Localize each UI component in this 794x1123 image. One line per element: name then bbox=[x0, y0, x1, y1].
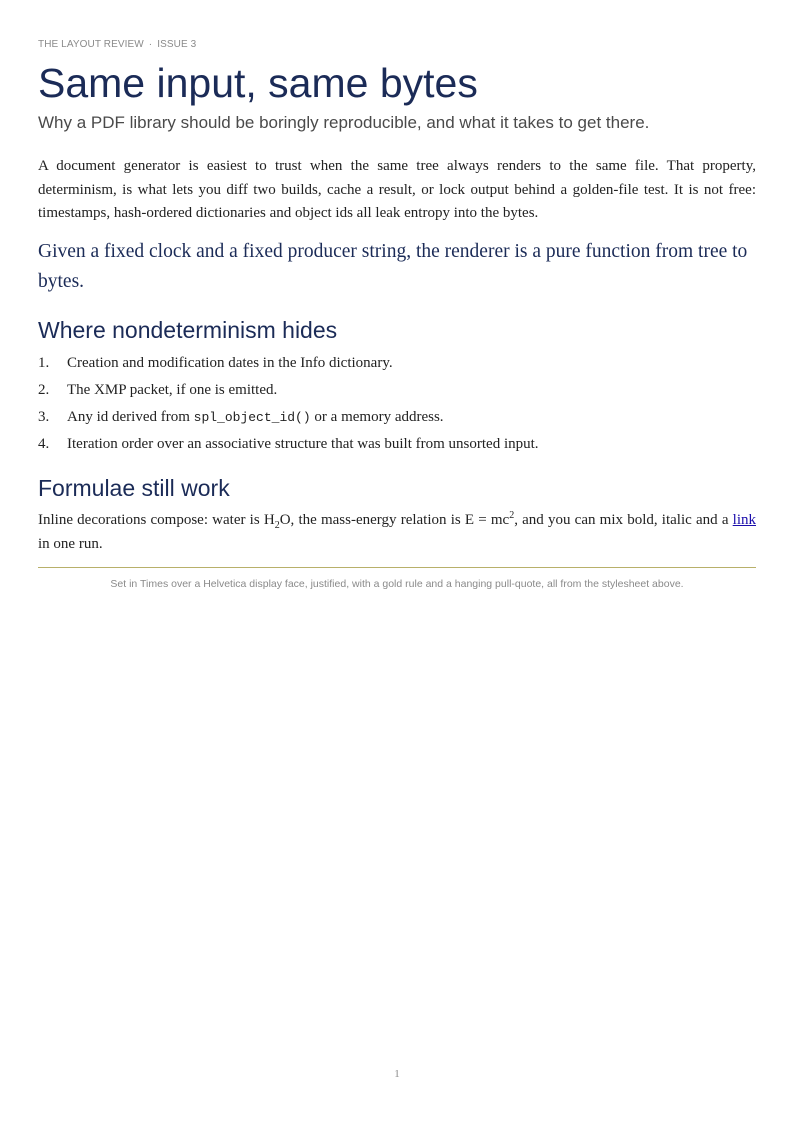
formula-text-4: in one run. bbox=[38, 535, 103, 552]
superscript-two: 2 bbox=[509, 510, 515, 521]
formula-text-2: O, the mass-energy relation is E = mc bbox=[279, 512, 510, 528]
section-heading-formulae: Formulae still work bbox=[38, 475, 230, 501]
list-item-number: 2. bbox=[38, 382, 50, 398]
list-item-number: 3. bbox=[38, 409, 50, 425]
formula-text-3: , and you can mix bold, italic and a bbox=[514, 512, 733, 528]
kicker-separator: · bbox=[148, 39, 153, 50]
list-item-text: The XMP packet, if one is emitted. bbox=[67, 382, 278, 398]
page-number: 1 bbox=[394, 1068, 400, 1080]
list-item-number: 1. bbox=[38, 355, 50, 371]
formula-text-1: Inline decorations compose: water is H bbox=[38, 512, 275, 528]
article-title: Same input, same bytes bbox=[38, 60, 478, 106]
list-item-text-after: or a memory address. bbox=[310, 409, 444, 425]
list-item-number: 4. bbox=[38, 436, 50, 452]
formula-paragraph bbox=[38, 509, 756, 556]
masthead-kicker bbox=[38, 39, 196, 50]
article-subtitle: Why a PDF library should be boringly reproducible, and what it takes to get there. bbox=[38, 113, 650, 132]
colophon-caption: Set in Times over a Helvetica display face, justified, with a gold rule and a hanging pull-quote, all from the stylesheet above. bbox=[110, 578, 684, 590]
pull-quote: Given a fixed clock and a fixed producer string, the renderer is a pure function from tree to bytes. bbox=[38, 241, 748, 292]
list-item-text: Creation and modification dates in the Info dictionary. bbox=[67, 355, 393, 371]
publication-name: THE LAYOUT REVIEW bbox=[38, 39, 144, 50]
section-heading-nondeterminism: Where nondeterminism hides bbox=[38, 317, 338, 343]
intro-paragraph: A document generator is easiest to trust when the same tree always renders to the same file. That property, determinism, is what lets you diff two builds, cache a result, or lock output behind a golden-file test. It is not free: timestamps, hash-ordered dictionaries and object ids all leak entropy into the bytes. bbox=[38, 158, 756, 221]
list-item-text bbox=[67, 406, 444, 429]
inline-link[interactable]: link bbox=[732, 512, 757, 528]
list-item-text-before: Any id derived from bbox=[67, 409, 194, 425]
gold-rule-divider bbox=[38, 567, 756, 568]
subscript-two: 2 bbox=[274, 520, 280, 531]
list-item-text: Iteration order over an associative structure that was built from unsorted input. bbox=[67, 436, 539, 452]
issue-label: ISSUE 3 bbox=[157, 39, 197, 50]
inline-code: spl_object_id() bbox=[193, 410, 311, 425]
